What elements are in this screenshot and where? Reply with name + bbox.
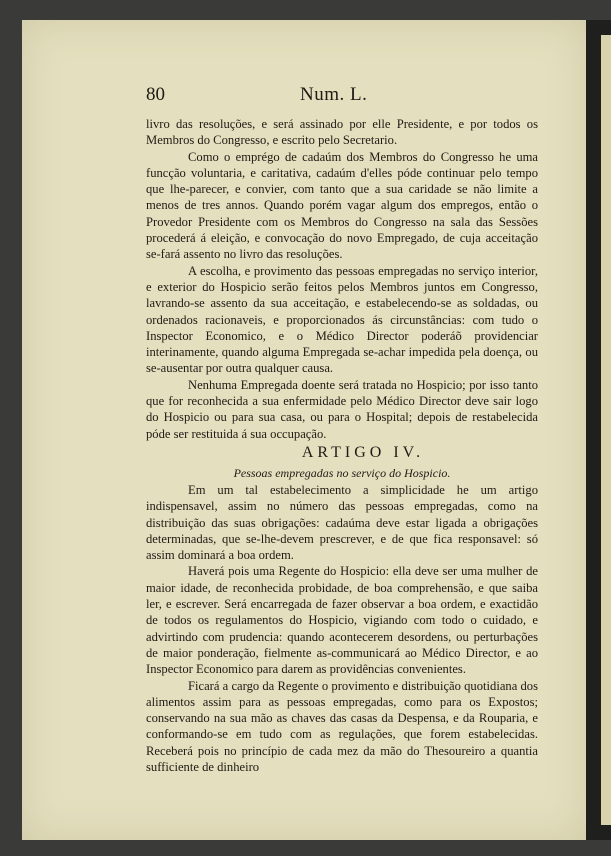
running-head: Num. L.	[300, 84, 368, 105]
article-subtitle: Pessoas empregadas no serviço do Hospicio.	[233, 465, 451, 480]
page-header	[0, 84, 611, 108]
paragraph: Como o emprégo de cadaúm dos Membros do Congresso he uma funcção voluntaria, e caritativa, cadaúm d'elles póde continuar pelo tempo que lhe-parecer, e convier, com tanto que a sua caridade se não limite a menos de tres annos. Quando porém vagar algum dos empregos, então o Provedor Presidente com os Membros do Congresso na sala das Sessões procederá á eleição, e convocação do novo Empregado, de cuja acceitação se-fará assento no livro das resoluções.	[146, 149, 538, 262]
paragraph: livro das resoluções, e será assinado por elle Presidente, e por todos os Membros do Congresso, e escrito pelo Secretario.	[146, 117, 538, 148]
page-number: 80	[146, 84, 165, 105]
paragraph: Ficará a cargo da Regente o provimento e distribuição quotidiana dos alimentos assim para as pessoas empregadas, como para os Expostos; conservando na sua mão as chaves das casas da Despensa, e da Rouparia, e conformando-se em tudo com as regulações, que forem estabelecidas. Receberá pois no princípio de cada mez da mão do Thesoureiro a quantia sufficiente de dinheiro	[146, 678, 538, 774]
paragraph: Nenhuma Empregada doente será tratada no Hospicio; por isso tanto que for reconhecida a sua enfermidade pelo Médico Director deve sair logo do Hospicio ou para sua casa, ou para o Hospital; depois de restabelecida póde ser restituida á sua occupação.	[146, 377, 538, 441]
next-page-edge	[601, 35, 611, 825]
article-heading: ARTIGO IV.	[301, 443, 425, 461]
paragraph: A escolha, e provimento das pessoas empregadas no serviço interior, e exterior do Hospicio serão feitos pelos Membros juntos em Congresso, lavrando-se assento da sua acceitação, e estabelecendo-se as soldadas, ou ordenados racionaveis, e proporcionados ás circunstâncias: com tudo o Inspector Economico, e o Médico Director poderáõ providenciar interinamente, quando alguma Empregada se-achar impedida pela doença, ou se-ausentar por outra qualquer causa.	[146, 263, 538, 376]
paragraph: Haverá pois uma Regente do Hospicio: ella deve ser uma mulher de maior idade, de reconhecida probidade, de boa comprehensão, e que saiba ler, e escrever. Será encarregada de fazer observar a boa ordem, e exactidão de todos os regulamentos do Hospicio, vigiando com todo o cuidado, e advirtindo com prudencia: quando acontecerem desordens, ou perturbações de maior ponderação, fielmente as-communicará ao Médico Director, e ao Inspector Economico para darem as providências convenientes.	[146, 564, 538, 677]
paragraph: Em um tal estabelecimento a simplicidade he um artigo indispensavel, assim no número das pessoas empregadas, como na distribuição das suas obrigações: cadaúma deve estar ligada a obrigações determinadas, que se-lhe-devem prescrever, e de que fica responsavel: só assim dominará a boa ordem.	[146, 482, 538, 563]
body-text	[146, 116, 538, 775]
